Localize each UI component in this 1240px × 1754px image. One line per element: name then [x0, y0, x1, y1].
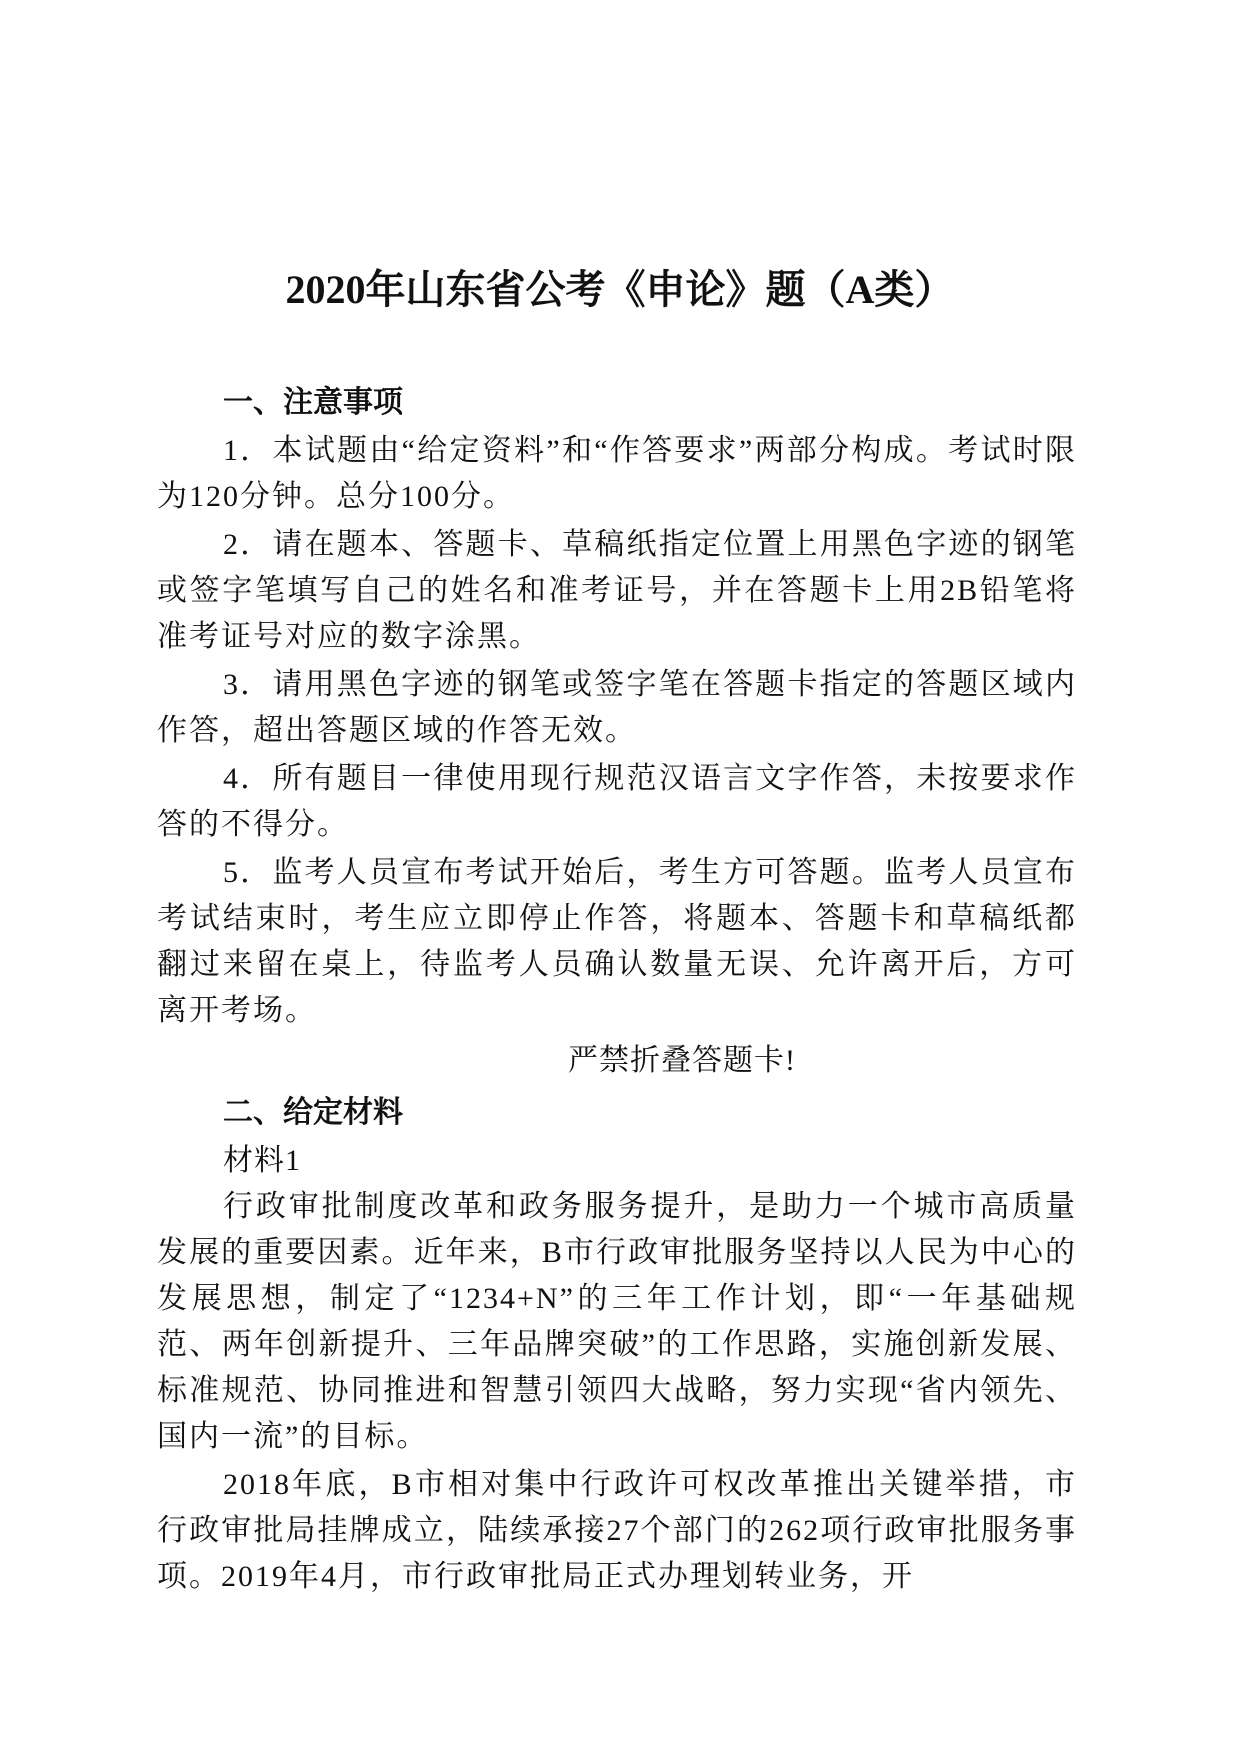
document-title: 2020年山东省公考《申论》题（A类）: [285, 267, 955, 312]
material-label: 材料1: [223, 1144, 301, 1177]
note-item-4: 4．所有题目一律使用现行规范汉语言文字作答，未按要求作答的不得分。: [157, 762, 1077, 841]
material-paragraph-1: 行政审批制度改革和政务服务提升，是助力一个城市高质量发展的重要因素。近年来，B市行政审批服务坚持以人民为中心的发展思想，制定了“1234+N”的三年工作计划，即“一年基础规范、两年创新提升、三年品牌突破”的工作思路，实施创新发展、标准规范、协同推进和智慧引领四大战略，努力实现“省内领先、国内一流”的目标。: [157, 1190, 1077, 1453]
material-paragraph-2: 2018年底，B市相对集中行政许可权改革推出关键举措，市行政审批局挂牌成立，陆续承接27个部门的262项行政审批服务事项。2019年4月，市行政审批局正式办理划转业务，开: [157, 1468, 1077, 1593]
note-item-3: 3．请用黑色字迹的钢笔或签字笔在答题卡指定的答题区域内作答，超出答题区域的作答无效。: [157, 668, 1077, 747]
section-heading-materials: 二、给定材料: [223, 1096, 403, 1129]
note-item-2: 2．请在题本、答题卡、草稿纸指定位置上用黑色字迹的钢笔或签字笔填写自己的姓名和准考证号，并在答题卡上用2B铅笔将准考证号对应的数字涂黑。: [157, 528, 1077, 653]
note-item-5: 5．监考人员宣布考试开始后，考生方可答题。监考人员宣布考试结束时，考生应立即停止作答，将题本、答题卡和草稿纸都翻过来留在桌上，待监考人员确认数量无误、允许离开后，方可离开考场。: [157, 856, 1077, 1027]
warning-note: 严禁折叠答题卡!: [568, 1044, 796, 1077]
note-item-1: 1．本试题由“给定资料”和“作答要求”两部分构成。考试时限为120分钟。总分100分。: [157, 434, 1077, 513]
section-heading-notes: 一、注意事项: [223, 386, 403, 419]
document-body: [157, 380, 1077, 1600]
